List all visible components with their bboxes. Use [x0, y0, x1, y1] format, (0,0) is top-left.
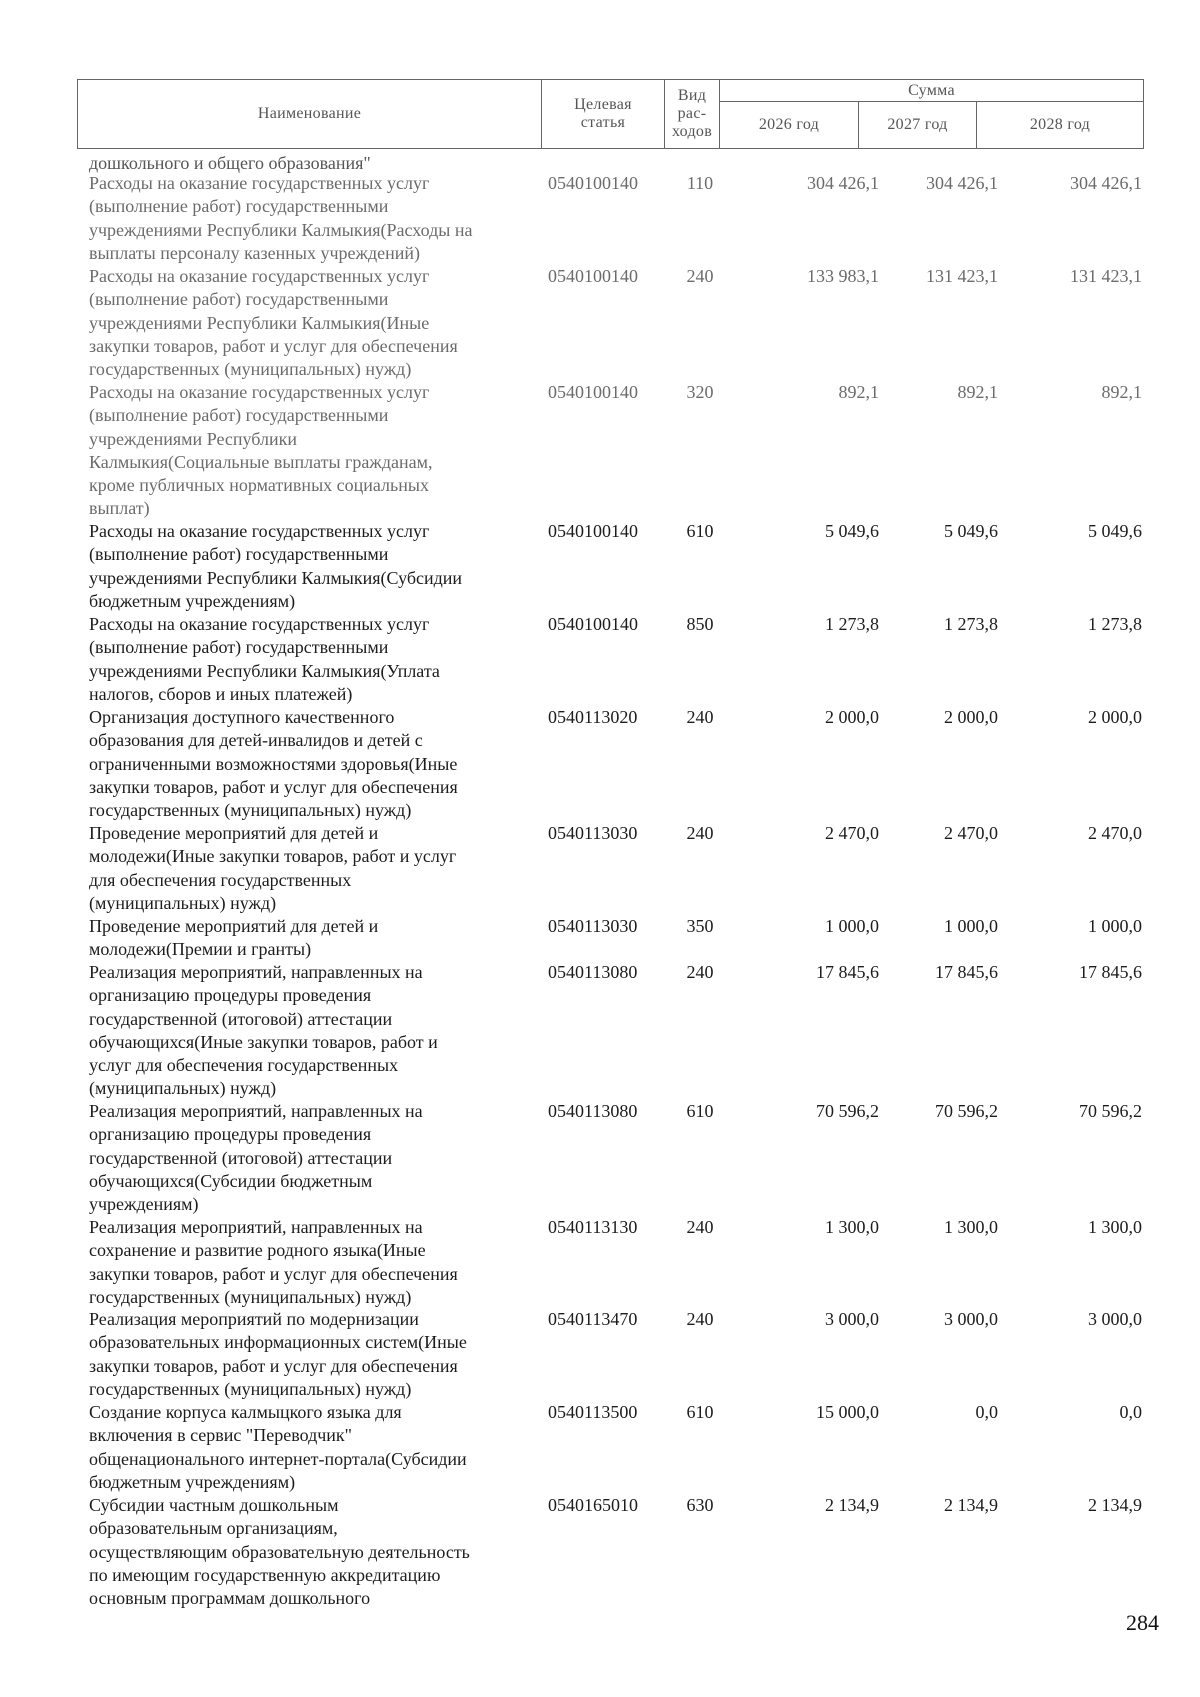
target-article: 0540113080 [548, 962, 638, 982]
expense-name-line: обучающихся(Субсидии бюджетным [89, 1170, 373, 1191]
expense-name [89, 961, 529, 1101]
expense-type: 240 [686, 823, 714, 843]
header-target-line2: статья [580, 114, 626, 131]
expense-type: 110 [686, 173, 714, 193]
amount-2026: 1 300,0 [825, 1217, 879, 1237]
target-article: 0540100140 [548, 614, 638, 634]
amount-2026: 5 049,6 [825, 521, 879, 541]
expense-name-line: (выполнение работ) государственными [89, 289, 389, 310]
target-article: 0540165010 [548, 1495, 638, 1515]
amount-2027: 131 423,1 [926, 266, 998, 286]
amount-2028: 17 845,6 [1079, 962, 1142, 982]
expense-name-line: ограниченными возможностями здоровья(Иные [89, 753, 458, 774]
target-article: 0540113020 [548, 707, 638, 727]
expense-name-line: налогов, сборов и иных платежей) [89, 683, 353, 704]
amount-2026: 892,1 [838, 382, 879, 402]
target-article: 0540113500 [548, 1402, 638, 1422]
expense-name-line: закупки товаров, работ и услуг для обеспечения [89, 776, 458, 797]
expense-name-line: осуществляющим образовательную деятельность [89, 1541, 470, 1562]
amount-2028: 2 000,0 [1088, 707, 1142, 727]
expense-name-line: Реализация мероприятий, направленных на [89, 1217, 423, 1237]
header-vid-line2: рас- [677, 105, 707, 122]
expense-name-line: по имеющим государственную аккредитацию [89, 1564, 441, 1585]
expense-name-line: Расходы на оказание государственных услуг [89, 521, 430, 541]
expense-name-line: обучающихся(Иные закупки товаров, работ и [89, 1031, 438, 1052]
expense-name-line: молодежи(Иные закупки товаров, работ и услуг [89, 846, 457, 867]
expense-name-line: Калмыкия(Социальные выплаты гражданам, [89, 451, 433, 472]
amount-2027: 1 000,0 [944, 916, 998, 936]
expense-name [89, 1494, 529, 1610]
target-article: 0540113030 [548, 916, 638, 936]
amount-2028: 1 300,0 [1088, 1217, 1142, 1237]
expense-name-line: бюджетным учреждениям) [89, 590, 296, 611]
expense-name-line: (муниципальных) нужд) [89, 892, 277, 913]
amount-2027: 70 596,2 [935, 1101, 998, 1121]
expense-name-line: Расходы на оказание государственных услуг [89, 266, 430, 286]
amount-2028: 304 426,1 [1070, 173, 1142, 193]
amount-2027: 1 300,0 [944, 1217, 998, 1237]
expense-name-line: включения в сервис "Переводчик" [89, 1425, 353, 1446]
expense-name-line: Реализация мероприятий, направленных на [89, 1101, 423, 1121]
expense-name-line: государственной (итоговой) аттестации [89, 1147, 393, 1168]
amount-2027: 17 845,6 [935, 962, 998, 982]
expense-name [89, 1216, 529, 1309]
expense-name-line: Создание корпуса калмыцкого языка для [89, 1402, 402, 1422]
amount-2028: 70 596,2 [1079, 1101, 1142, 1121]
header-vid-line1: Вид [677, 87, 707, 104]
amount-2027: 1 273,8 [944, 614, 998, 634]
expense-name-line: Проведение мероприятий для детей и [89, 916, 379, 936]
expense-name-line: (выполнение работ) государственными [89, 637, 389, 658]
expense-name-line: услуг для обеспечения государственных [89, 1055, 399, 1076]
expense-name-line: учреждениями Республики Калмыкия(Уплата [89, 660, 440, 681]
amount-2026: 2 000,0 [825, 707, 879, 727]
amount-2027: 2 470,0 [944, 823, 998, 843]
header-vid-line3: ходов [671, 123, 713, 140]
amount-2026: 304 426,1 [807, 173, 879, 193]
expense-name-line: закупки товаров, работ и услуг для обеспечения [89, 1355, 458, 1376]
expense-name [89, 1308, 529, 1401]
expense-name-line: государственных (муниципальных) нужд) [89, 800, 412, 821]
expense-name-line: (муниципальных) нужд) [89, 1078, 277, 1099]
expense-type: 850 [686, 614, 714, 634]
amount-2027: 3 000,0 [944, 1309, 998, 1329]
target-article: 0540100140 [548, 382, 638, 402]
amount-2027: 892,1 [957, 382, 998, 402]
amount-2028: 1 000,0 [1088, 916, 1142, 936]
expense-name-line: для обеспечения государственных [89, 869, 352, 890]
amount-2028: 5 049,6 [1088, 521, 1142, 541]
expense-type: 610 [686, 1101, 714, 1121]
expense-name-line: основным программам дошкольного [89, 1588, 371, 1609]
expense-name-line: образования для детей-инвалидов и детей с [89, 730, 423, 751]
expense-name [89, 915, 529, 962]
expense-name-line: Расходы на оказание государственных услуг [89, 614, 430, 634]
expense-name-line: учреждениями Республики Калмыкия(Иные [89, 312, 430, 333]
expense-name-line: общенационального интернет-портала(Субсидии [89, 1448, 467, 1469]
target-article: 0540100140 [548, 521, 638, 541]
amount-2027: 5 049,6 [944, 521, 998, 541]
expense-name-line: государственных (муниципальных) нужд) [89, 1378, 412, 1399]
amount-2027: 2 134,9 [944, 1495, 998, 1515]
amount-2027: 0,0 [975, 1402, 998, 1422]
expense-type: 240 [686, 707, 714, 727]
expense-name [89, 1401, 529, 1494]
expense-name-line: организацию процедуры проведения [89, 985, 372, 1006]
expense-name-line: бюджетным учреждениям) [89, 1471, 296, 1492]
expense-name-line: выплат) [89, 498, 150, 519]
amount-2026: 1 000,0 [825, 916, 879, 936]
amount-2028: 892,1 [1101, 382, 1142, 402]
expense-name-line: учреждениям) [89, 1194, 199, 1215]
amount-2026: 15 000,0 [816, 1402, 879, 1422]
header-year-2027: 2027 год [859, 102, 977, 149]
expense-name-line: государственной (итоговой) аттестации [89, 1008, 393, 1029]
expense-type: 320 [686, 382, 714, 402]
expense-name-line: (выполнение работ) государственными [89, 405, 389, 426]
target-article: 0540113030 [548, 823, 638, 843]
expense-name-line: учреждениями Республики Калмыкия(Расходы на [89, 219, 473, 240]
expense-name [89, 706, 529, 822]
target-article: 0540100140 [548, 266, 638, 286]
expense-type: 240 [686, 962, 714, 982]
expense-name [89, 520, 529, 613]
expense-name-line: Расходы на оказание государственных услуг [89, 173, 430, 193]
expense-name-line: Реализация мероприятий, направленных на [89, 962, 423, 982]
expense-name-line: (выполнение работ) государственными [89, 196, 389, 217]
header-year-2028: 2028 год [977, 102, 1144, 149]
expense-type: 240 [686, 1309, 714, 1329]
amount-2026: 17 845,6 [816, 962, 879, 982]
amount-2026: 2 134,9 [825, 1495, 879, 1515]
target-article: 0540113470 [548, 1309, 638, 1329]
table-header [77, 79, 1144, 149]
expense-name-line: кроме публичных нормативных социальных [89, 475, 429, 496]
expense-name-line: учреждениями Республики [89, 428, 297, 449]
expense-name-line: государственных (муниципальных) нужд) [89, 1286, 412, 1307]
expense-name-line: Субсидии частным дошкольным [89, 1495, 339, 1515]
expense-name-line: (выполнение работ) государственными [89, 544, 389, 565]
expense-type: 610 [686, 1402, 714, 1422]
amount-2026: 1 273,8 [825, 614, 879, 634]
amount-2027: 2 000,0 [944, 707, 998, 727]
expense-type: 610 [686, 521, 714, 541]
amount-2028: 0,0 [1119, 1402, 1142, 1422]
header-year-2026: 2026 год [720, 102, 859, 149]
expense-name-line: образовательным организациям, [89, 1518, 338, 1539]
amount-2028: 1 273,8 [1088, 614, 1142, 634]
target-article: 0540113130 [548, 1217, 638, 1237]
expense-name [89, 613, 529, 706]
expense-name-line: Проведение мероприятий для детей и [89, 823, 379, 843]
amount-2028: 131 423,1 [1070, 266, 1142, 286]
expense-name-line: Реализация мероприятий по модернизации [89, 1309, 419, 1329]
expense-name-line: Организация доступного качественного [89, 707, 395, 727]
expense-type: 240 [686, 1217, 714, 1237]
expense-name [89, 172, 529, 265]
expense-name-line: государственных (муниципальных) нужд) [89, 359, 412, 380]
amount-2026: 2 470,0 [825, 823, 879, 843]
page-number: 284 [1126, 1610, 1159, 1635]
amount-2026: 3 000,0 [825, 1309, 879, 1329]
expense-name-line: Расходы на оказание государственных услуг [89, 382, 430, 402]
expense-name-line: молодежи(Премии и гранты) [89, 939, 312, 960]
expense-name-line: выплаты персоналу казенных учреждений) [89, 242, 421, 263]
target-article: 0540100140 [548, 173, 638, 193]
expense-type: 240 [686, 266, 714, 286]
header-sum: Сумма [720, 80, 1144, 102]
amount-2028: 2 470,0 [1088, 823, 1142, 843]
expense-type: 350 [686, 916, 714, 936]
amount-2026: 70 596,2 [816, 1101, 879, 1121]
expense-name-line: закупки товаров, работ и услуг для обеспечения [89, 1263, 458, 1284]
expense-name [89, 1100, 529, 1216]
amount-2028: 2 134,9 [1088, 1495, 1142, 1515]
continued-row-text: дошкольного и общего образования" [89, 153, 371, 173]
expense-name [89, 265, 529, 381]
target-article: 0540113080 [548, 1101, 638, 1121]
expense-name-line: закупки товаров, работ и услуг для обеспечения [89, 335, 458, 356]
expense-name [89, 381, 529, 521]
expense-name-line: организацию процедуры проведения [89, 1124, 372, 1145]
header-name: Наименование [78, 80, 542, 149]
amount-2026: 133 983,1 [807, 266, 879, 286]
header-target-line1: Целевая [574, 96, 632, 113]
expense-name-line: учреждениями Республики Калмыкия(Субсидии [89, 567, 463, 588]
expense-name-line: образовательных информационных систем(Иные [89, 1332, 467, 1353]
header-expense-type [665, 80, 720, 149]
expense-name [89, 822, 529, 915]
header-target-article [542, 80, 665, 149]
expense-type: 630 [686, 1495, 714, 1515]
amount-2027: 304 426,1 [926, 173, 998, 193]
expense-name-line: сохранение и развитие родного языка(Иные [89, 1240, 426, 1261]
amount-2028: 3 000,0 [1088, 1309, 1142, 1329]
